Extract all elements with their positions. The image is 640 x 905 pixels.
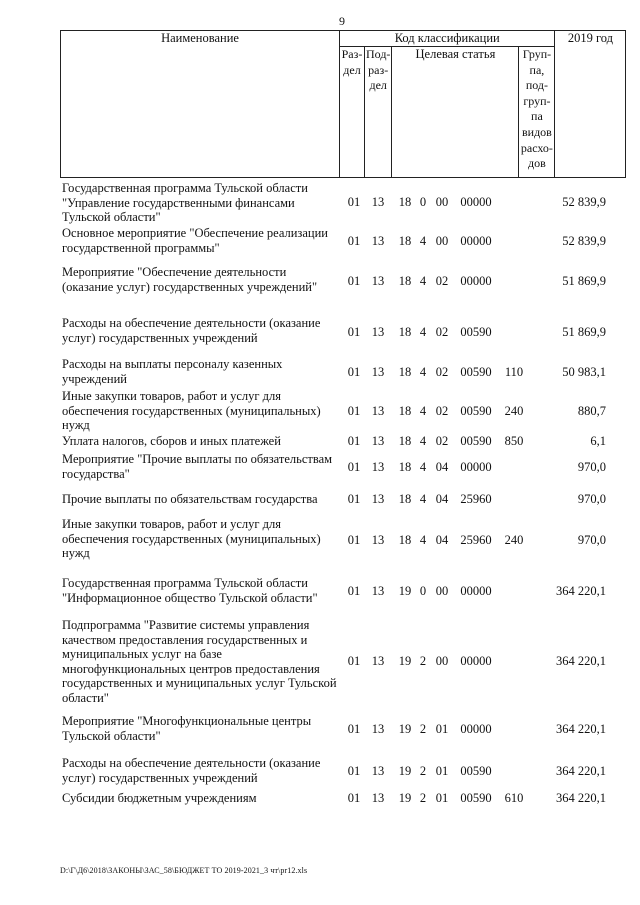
row-program: 19 — [398, 584, 412, 598]
row-event: 04 — [435, 492, 449, 506]
row-subprogram: 4 — [419, 325, 427, 339]
row-name: Мероприятие "Прочие выплаты по обязательствам государства" — [62, 452, 333, 481]
header-name: Наименование — [61, 31, 340, 178]
row-subsection: 13 — [371, 764, 385, 778]
row-name: Основное мероприятие "Обеспечение реализации государственной программы" — [62, 226, 328, 255]
row-direction: 00000 — [460, 195, 492, 209]
row-expense-group: 240 — [504, 533, 524, 547]
row-subsection: 13 — [371, 492, 385, 506]
header-group-line: видов — [521, 124, 552, 139]
row-event: 01 — [435, 764, 449, 778]
row-name: Мероприятие "Обеспечение деятельности (оказание услуг) государственных учреждений" — [62, 265, 318, 294]
row-expense-group: 850 — [504, 434, 524, 448]
row-subprogram: 4 — [419, 434, 427, 448]
row-subprogram: 4 — [419, 274, 427, 288]
row-section: 01 — [347, 533, 361, 547]
row-subprogram: 4 — [419, 234, 427, 248]
header-group-line: расхо- — [520, 140, 553, 155]
header-classification-code: Код классификации — [340, 31, 555, 47]
row-direction: 00000 — [460, 654, 492, 668]
row-name: Иные закупки товаров, работ и услуг для обеспечения государственных (муниципальных) нужд — [62, 389, 321, 432]
row-name: Субсидии бюджетным учреждениям — [62, 791, 257, 805]
row-subprogram: 4 — [419, 365, 427, 379]
row-direction: 00590 — [460, 325, 492, 339]
row-event: 02 — [435, 325, 449, 339]
row-name: Расходы на обеспечение деятельности (оказание услуг) государственных учреждений — [62, 756, 321, 785]
row-section: 01 — [347, 722, 361, 736]
row-direction: 00000 — [460, 274, 492, 288]
row-name: Расходы на выплаты персоналу казенных учреждений — [62, 357, 283, 386]
row-amount: 364 220,1 — [556, 722, 606, 736]
row-amount: 50 983,1 — [562, 365, 606, 379]
row-direction: 25960 — [460, 492, 492, 506]
row-subsection: 13 — [371, 274, 385, 288]
row-subprogram: 0 — [419, 195, 427, 209]
row-amount: 51 869,9 — [562, 325, 606, 339]
row-event: 04 — [435, 460, 449, 474]
row-subsection: 13 — [371, 791, 385, 805]
row-subprogram: 4 — [419, 533, 427, 547]
row-amount: 52 839,9 — [562, 234, 606, 248]
row-section: 01 — [347, 791, 361, 805]
row-subsection: 13 — [371, 195, 385, 209]
row-name: Мероприятие "Многофункциональные центры Тульской области" — [62, 714, 312, 743]
row-subsection: 13 — [371, 365, 385, 379]
row-name: Подпрограмма "Развитие системы управления качеством предоставления государственных и муниципальных услуг на базе многофункциональных центров предоставления государственных и муниципальных услуг Тульской области" — [62, 618, 337, 705]
row-event: 00 — [435, 654, 449, 668]
row-event: 00 — [435, 195, 449, 209]
row-event: 02 — [435, 274, 449, 288]
row-program: 18 — [398, 195, 412, 209]
header-group-line: дов — [528, 156, 546, 171]
header-group-line: груп- — [523, 93, 551, 108]
row-event: 02 — [435, 365, 449, 379]
row-section: 01 — [347, 325, 361, 339]
row-program: 19 — [398, 654, 412, 668]
row-name: Расходы на обеспечение деятельности (оказание услуг) государственных учреждений — [62, 316, 321, 345]
row-amount: 51 869,9 — [562, 274, 606, 288]
row-direction: 00000 — [460, 722, 492, 736]
row-event: 01 — [435, 791, 449, 805]
row-direction: 00000 — [460, 234, 492, 248]
row-direction: 25960 — [460, 533, 492, 547]
row-event: 02 — [435, 434, 449, 448]
row-name: Уплата налогов, сборов и иных платежей — [62, 434, 281, 448]
row-subsection: 13 — [371, 533, 385, 547]
row-event: 00 — [435, 234, 449, 248]
row-subsection: 13 — [371, 460, 385, 474]
header-subsection-line: дел — [369, 78, 387, 93]
row-program: 18 — [398, 404, 412, 418]
row-program: 18 — [398, 533, 412, 547]
header-group-line: под- — [525, 78, 549, 93]
row-subprogram: 4 — [419, 492, 427, 506]
row-expense-group: 110 — [504, 365, 524, 379]
row-amount: 6,1 — [590, 434, 606, 448]
row-direction: 00000 — [460, 460, 492, 474]
row-amount: 52 839,9 — [562, 195, 606, 209]
row-amount: 880,7 — [577, 404, 606, 418]
header-section-line: Раз- — [341, 47, 363, 61]
row-name: Иные закупки товаров, работ и услуг для обеспечения государственных (муниципальных) нужд — [62, 517, 321, 560]
row-subsection: 13 — [371, 722, 385, 736]
header-subsection-line: раз- — [368, 62, 389, 77]
row-name: Государственная программа Тульской области "Управление государственными финансами Тульской области" — [62, 181, 308, 224]
page-number: 9 — [339, 14, 345, 28]
row-event: 04 — [435, 533, 449, 547]
row-program: 18 — [398, 234, 412, 248]
row-name: Прочие выплаты по обязательствам государства — [62, 492, 318, 506]
row-subprogram: 2 — [419, 791, 427, 805]
row-section: 01 — [347, 764, 361, 778]
row-subprogram: 2 — [419, 654, 427, 668]
header-target-article: Целевая статья — [392, 47, 519, 178]
row-program: 18 — [398, 325, 412, 339]
row-program: 19 — [398, 791, 412, 805]
row-name: Государственная программа Тульской области "Информационное общество Тульской области" — [62, 576, 318, 605]
row-event: 02 — [435, 404, 449, 418]
row-program: 19 — [398, 764, 412, 778]
row-direction: 00590 — [460, 764, 492, 778]
row-section: 01 — [347, 404, 361, 418]
row-program: 18 — [398, 434, 412, 448]
row-section: 01 — [347, 365, 361, 379]
row-subsection: 13 — [371, 234, 385, 248]
row-subprogram: 0 — [419, 584, 427, 598]
row-amount: 364 220,1 — [556, 654, 606, 668]
header-group-line: па, — [529, 62, 545, 77]
row-subsection: 13 — [371, 654, 385, 668]
row-program: 18 — [398, 492, 412, 506]
row-subsection: 13 — [371, 325, 385, 339]
file-path-footer: D:\Г\Д6\2018\ЗАКОНЫ\ЗАС_58\БЮДЖЕТ ТО 2019-2021_3 чт\pr12.xls — [60, 866, 308, 875]
row-amount: 364 220,1 — [556, 764, 606, 778]
row-program: 18 — [398, 274, 412, 288]
header-group-line: па — [531, 109, 543, 124]
row-amount: 970,0 — [577, 492, 606, 506]
row-direction: 00000 — [460, 584, 492, 598]
row-direction: 00590 — [460, 434, 492, 448]
row-event: 01 — [435, 722, 449, 736]
row-section: 01 — [347, 434, 361, 448]
row-subprogram: 2 — [419, 722, 427, 736]
row-amount: 364 220,1 — [556, 791, 606, 805]
row-direction: 00590 — [460, 404, 492, 418]
row-expense-group: 610 — [504, 791, 524, 805]
row-program: 18 — [398, 460, 412, 474]
header-group-line: Груп- — [522, 47, 552, 61]
row-section: 01 — [347, 492, 361, 506]
header-year: 2019 год — [555, 31, 626, 178]
row-subprogram: 4 — [419, 404, 427, 418]
row-subsection: 13 — [371, 584, 385, 598]
row-direction: 00590 — [460, 791, 492, 805]
row-program: 18 — [398, 365, 412, 379]
row-expense-group: 240 — [504, 404, 524, 418]
row-amount: 970,0 — [577, 533, 606, 547]
row-section: 01 — [347, 274, 361, 288]
row-direction: 00590 — [460, 365, 492, 379]
row-amount: 364 220,1 — [556, 584, 606, 598]
row-section: 01 — [347, 654, 361, 668]
row-section: 01 — [347, 234, 361, 248]
row-event: 00 — [435, 584, 449, 598]
row-subprogram: 4 — [419, 460, 427, 474]
row-program: 19 — [398, 722, 412, 736]
row-subprogram: 2 — [419, 764, 427, 778]
row-subsection: 13 — [371, 404, 385, 418]
header-subsection-line: Под- — [366, 47, 391, 61]
row-section: 01 — [347, 460, 361, 474]
row-section: 01 — [347, 195, 361, 209]
row-section: 01 — [347, 584, 361, 598]
header-section-line: дел — [343, 62, 361, 77]
row-amount: 970,0 — [577, 460, 606, 474]
row-subsection: 13 — [371, 434, 385, 448]
